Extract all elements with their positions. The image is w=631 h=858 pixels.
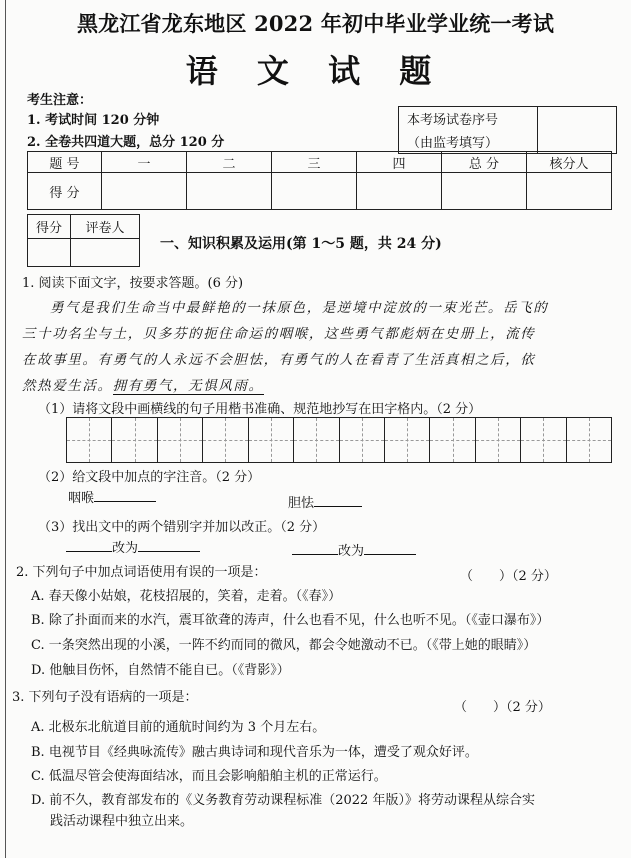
q1-change-to: 改为 xyxy=(338,544,365,559)
grid-cell[interactable] xyxy=(203,418,248,462)
q1-passage-line: 在故事里。有勇气的人永远不会胆怯，有勇气的人在看青了生活真相之后，依 xyxy=(22,352,536,368)
marker-reviewer-cell[interactable] xyxy=(71,239,140,267)
notice-title: 考生注意： xyxy=(27,93,93,108)
score-row-label: 得 分 xyxy=(28,173,102,210)
marker-table xyxy=(27,214,140,267)
q1-word1: 咽喉 xyxy=(68,491,95,506)
q2-stem: 2. 下列句子中加点词语使用有误的一项是： xyxy=(16,565,267,580)
q1-word2-blank[interactable] xyxy=(314,505,362,507)
grid-cell[interactable] xyxy=(430,418,475,462)
notice-item-score: 2. 全卷共四道大题，总分 120 分 xyxy=(27,135,225,150)
score-input-cell[interactable] xyxy=(527,173,612,210)
q2-option-c: C. 一条突然出现的小溪，一阵不约而同的微风，都会令她激动不已。（《带上她的眼睛》） xyxy=(31,638,537,653)
notice-item-time: 1. 考试时间 120 分钟 xyxy=(27,113,160,128)
q1-passage-line: 三十功名尘与土，贝多芬的扼住命运的咽喉，这些勇气都彪炳在史册上，流传 xyxy=(22,326,536,342)
q1-wrong-char-blank[interactable] xyxy=(292,553,338,555)
score-header-cell: 总 分 xyxy=(442,152,527,173)
q2-option-a: A. 春天像小姑娘，花枝招展的，笑着，走着。（《春》） xyxy=(31,589,342,604)
seat-label-line1: 本考场试卷序号 xyxy=(399,107,538,131)
grid-cell[interactable] xyxy=(476,418,521,462)
grid-cell[interactable] xyxy=(567,418,611,462)
exam-subtitle: 语 文 试 题 xyxy=(185,52,446,90)
q3-option-c: C. 低温尽管会使海面结冰，而且会影响船舶主机的正常运行。 xyxy=(31,769,387,784)
q1-word1-row xyxy=(68,487,156,506)
seat-number-cell[interactable] xyxy=(538,107,617,154)
marker-reviewer-label: 评卷人 xyxy=(71,215,140,239)
q1-correction-row1 xyxy=(66,537,200,556)
score-table xyxy=(27,151,612,210)
score-header-cell: 二 xyxy=(187,152,272,173)
grid-cell[interactable] xyxy=(249,418,294,462)
score-input-cell[interactable] xyxy=(357,173,442,210)
section1-title: 一、知识积累及运用(第 1～5 题，共 24 分) xyxy=(160,236,442,252)
q3-option-d: D. 前不久，教育部发布的《义务教育劳动课程标准（2022 年版）》将劳动课程从综合实 xyxy=(31,793,535,808)
score-input-cell[interactable] xyxy=(272,173,357,210)
tianzi-grid[interactable] xyxy=(66,417,612,463)
grid-cell[interactable] xyxy=(385,418,430,462)
score-header-cell: 题 号 xyxy=(28,152,102,173)
q3-option-b: B. 电视节目《经典咏流传》融古典诗词和现代音乐为一体，遭受了观众好评。 xyxy=(31,745,478,760)
q2-answer-points[interactable]: （ ）（2 分） xyxy=(460,569,557,584)
q1-stem: 1. 阅读下面文字，按要求答题。(6 分) xyxy=(22,276,244,291)
q1-sub2: （2）给文段中加点的字注音。（2 分） xyxy=(38,470,261,485)
q1-wrong-char-blank[interactable] xyxy=(66,550,112,552)
page-edge-line xyxy=(5,0,6,858)
grid-cell[interactable] xyxy=(521,418,566,462)
grid-cell[interactable] xyxy=(67,418,112,462)
q1-passage-line: 勇气是我们生命当中最鲜艳的一抹原色，是逆境中淀放的一束光芒。岳飞的 xyxy=(50,300,549,316)
q1-correct-char-blank[interactable] xyxy=(364,553,416,555)
marker-score-label: 得分 xyxy=(28,215,71,239)
q3-option-a: A. 北极东北航道目前的通航时间约为 3 个月左右。 xyxy=(31,720,326,735)
grid-cell[interactable] xyxy=(340,418,385,462)
q2-option-b: B. 除了扑面而来的水汽，震耳欲聋的涛声，什么也看不见，什么也听不见。（《壶口瀑布》） xyxy=(31,613,550,628)
q1-sub1: （1）请将文段中画横线的句子用楷书准确、规范地抄写在田字格内。（2 分） xyxy=(38,402,482,417)
score-input-cell[interactable] xyxy=(102,173,187,210)
score-input-cell[interactable] xyxy=(187,173,272,210)
seat-label-line2: （由监考填写） xyxy=(399,130,538,154)
q1-change-to: 改为 xyxy=(112,541,139,556)
seat-number-box xyxy=(398,106,617,154)
q1-passage-last-line xyxy=(22,374,264,394)
q1-word1-blank[interactable] xyxy=(94,500,156,502)
grid-cell[interactable] xyxy=(112,418,157,462)
exam-title: 黑龙江省龙东地区 2022 年初中毕业学业统一考试 xyxy=(76,11,555,36)
q1-correct-char-blank[interactable] xyxy=(138,550,200,552)
score-header-cell: 四 xyxy=(357,152,442,173)
score-header-cell: 核分人 xyxy=(527,152,612,173)
score-input-cell[interactable] xyxy=(442,173,527,210)
q3-option-d-cont: 践活动课程中独立出来。 xyxy=(50,814,194,829)
q1-correction-row2 xyxy=(292,540,416,559)
q1-underlined-sentence: 拥有勇气，无惧风雨。 xyxy=(112,378,264,394)
q1-sub3: （3）找出文中的两个错别字并加以改正。（2 分） xyxy=(38,520,326,535)
q3-answer-points[interactable]: （ ）（2 分） xyxy=(454,700,551,715)
score-header-cell: 一 xyxy=(102,152,187,173)
q3-stem: 3. 下列句子没有语病的一项是： xyxy=(12,690,198,705)
marker-score-cell[interactable] xyxy=(28,239,71,267)
q1-word2: 胆怯 xyxy=(288,496,315,511)
grid-cell[interactable] xyxy=(294,418,339,462)
score-header-cell: 三 xyxy=(272,152,357,173)
grid-cell[interactable] xyxy=(158,418,203,462)
q2-option-d: D. 他触目伤怀，自然情不能自已。（《背影》） xyxy=(31,663,290,678)
q1-word2-row xyxy=(288,492,362,511)
q1-passage-line: 然热爱生活。 xyxy=(22,378,113,394)
